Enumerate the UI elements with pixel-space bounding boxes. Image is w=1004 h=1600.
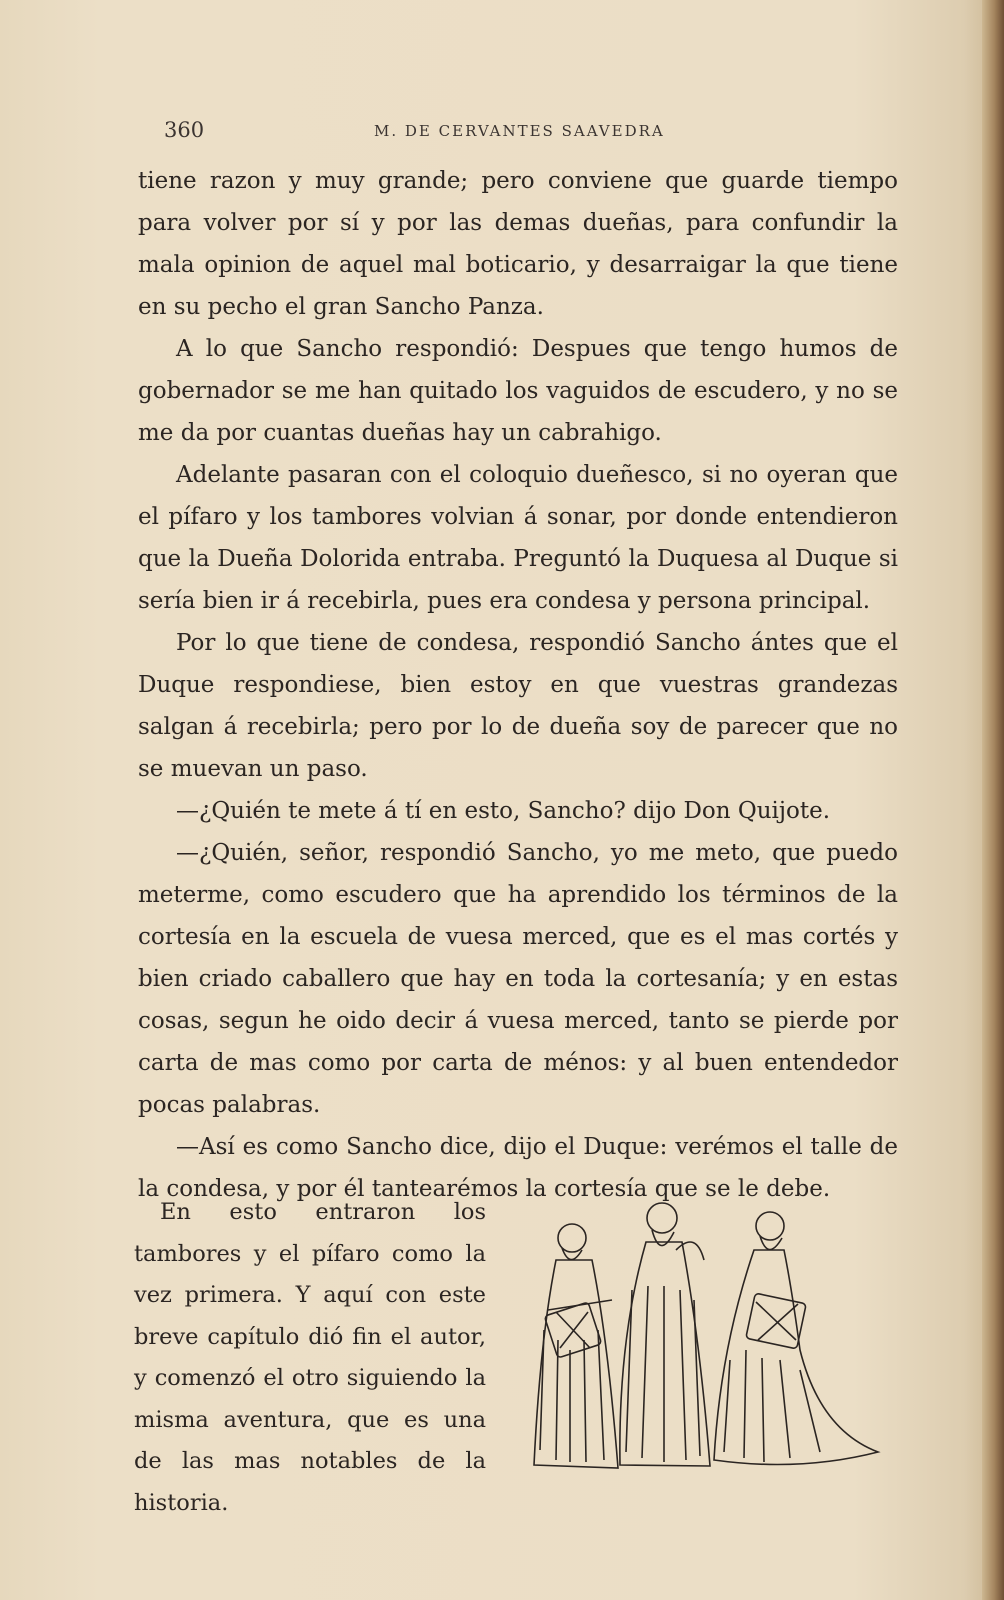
paragraph: Por lo que tiene de condesa, respondió Sancho ántes que el Duque respondiese, bien estoy en que vuestras grandezas salgan á recebirla; pero por lo de dueña soy de parecer que no se muevan un paso. <box>138 630 898 782</box>
running-head: M. DE CERVANTES SAAVEDRA <box>374 122 665 140</box>
paragraph: —¿Quién te mete á tí en esto, Sancho? dijo Don Quijote. <box>176 798 831 824</box>
page-number: 360 <box>164 118 205 142</box>
paragraph: —Así es como Sancho dice, dijo el Duque: verémos el talle de la condesa, y por él tantearémos la cortesía que se le debe. <box>138 1134 898 1202</box>
three-drummers-illustration-icon <box>500 1190 885 1480</box>
closing-paragraph: En esto entraron los tambores y el pífaro como la vez primera. Y aquí con este breve capítulo dió fin el autor, y comenzó el otro siguiendo la misma aventura, que es una de las mas notables de la historia. <box>134 1199 486 1516</box>
engraving-drawing <box>500 1190 885 1480</box>
page-header <box>164 118 884 152</box>
book-spine-shadow <box>982 0 1004 1600</box>
paragraph-continued: tiene razon y muy grande; pero conviene que guarde tiempo para volver por sí y por las demas dueñas, para confundir la mala opinion de aquel mal boticario, y desarraigar la que tiene en su pecho el gran Sancho Panza. <box>138 168 898 320</box>
paragraph: A lo que Sancho respondió: Despues que tengo humos de gobernador se me han quitado los vaguidos de escudero, y no se me da por cuantas dueñas hay un cabrahigo. <box>138 336 898 446</box>
body-text <box>138 160 898 1210</box>
paragraph: —¿Quién, señor, respondió Sancho, yo me meto, que puedo meterme, como escudero que ha aprendido los términos de la cortesía en la escuela de vuesa merced, que es el mas cortés y bien criado caballero que hay en toda la cortesanía; y en estas cosas, segun he oido decir á vuesa merced, tanto se pierde por carta de mas como por carta de ménos: y al buen entendedor pocas palabras. <box>138 840 898 1118</box>
paragraph: Adelante pasaran con el coloquio dueñesco, si no oyeran que el pífaro y los tambores volvian á sonar, por donde entendieron que la Dueña Dolorida entraba. Preguntó la Duquesa al Duque si sería bien ir á recebirla, pues era condesa y persona principal. <box>138 462 898 614</box>
closing-paragraph-block <box>134 1192 486 1524</box>
